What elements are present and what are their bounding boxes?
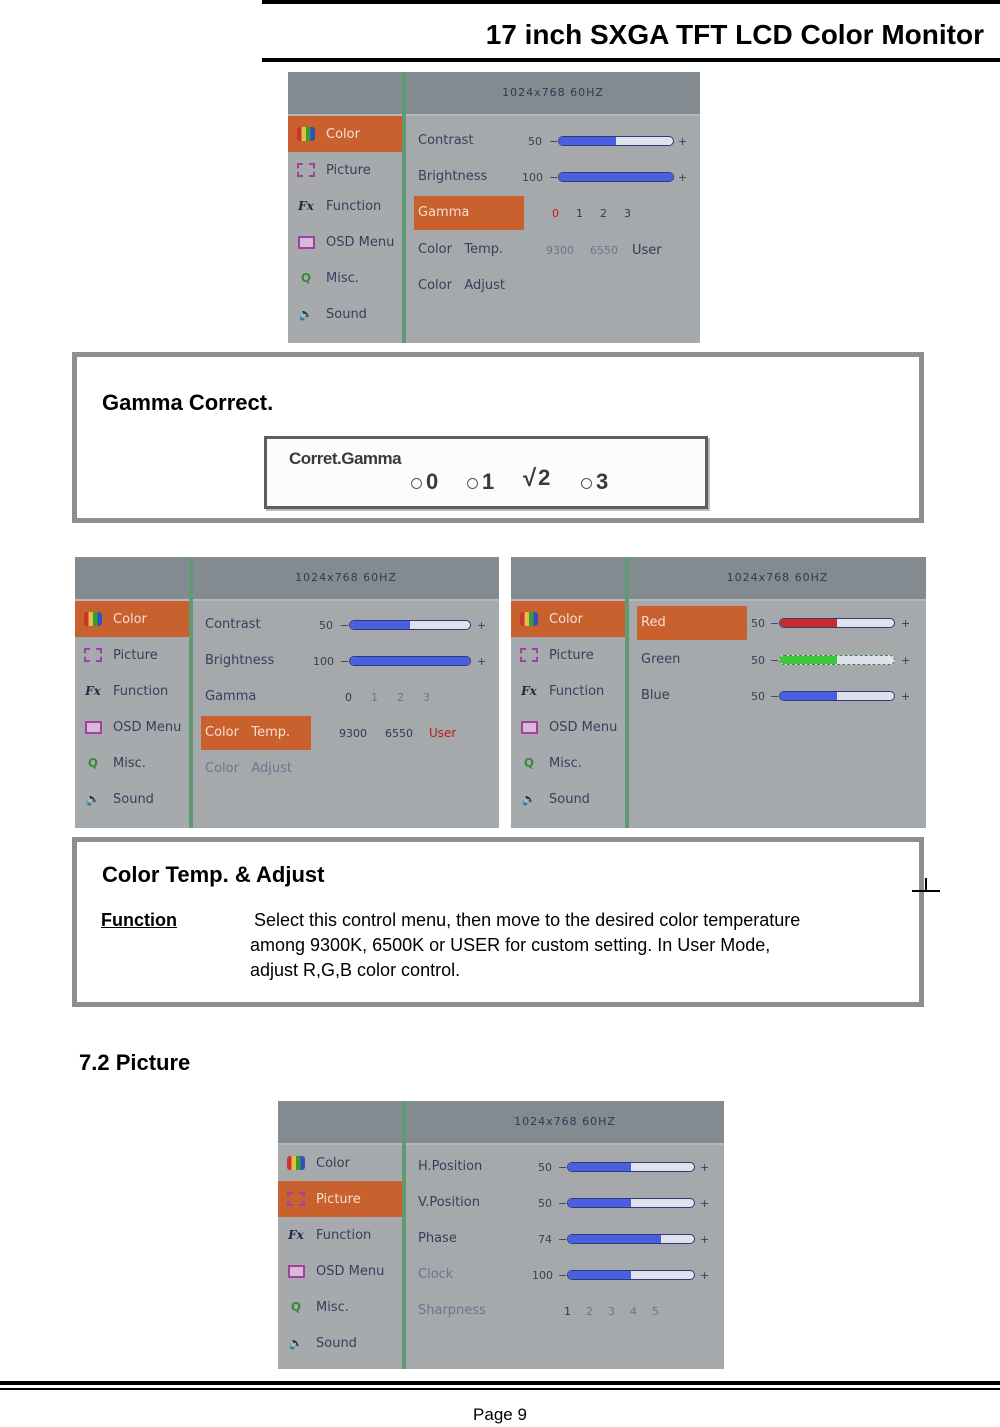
osd-screenshot-color-temp <box>75 557 499 828</box>
osd-row-green: Green 50 − + <box>629 643 926 677</box>
temp-option-9300: 9300 <box>339 726 367 740</box>
slider-vposition <box>567 1198 695 1208</box>
osd-menu-item <box>75 781 189 817</box>
row-label: Color Adjust <box>205 761 292 776</box>
osd-menu-label: Color <box>549 611 583 627</box>
misc-icon: Q <box>523 756 535 770</box>
function-description <box>250 908 900 983</box>
gamma-radio-3: 3 <box>581 469 608 495</box>
row-label: Color Adjust <box>418 278 505 293</box>
row-label: Color Temp. <box>201 716 311 750</box>
row-value: 100 <box>313 654 334 668</box>
osd-row-brightness: Brightness 100 − + <box>193 644 499 678</box>
color-icon <box>296 126 316 142</box>
row-label: Brightness <box>205 653 275 668</box>
osd-menu-label: Picture <box>113 647 158 663</box>
row-label: Phase <box>418 1231 457 1246</box>
radio-icon <box>581 478 592 489</box>
function-icon: Fx <box>288 1228 304 1242</box>
temp-option-user: User <box>632 242 662 258</box>
gamma-correct-title: Gamma Correct. <box>102 390 274 415</box>
osd-menu-item <box>278 1325 402 1361</box>
osd-row-hposition: H.Position 50 − + <box>406 1150 724 1184</box>
osd-menu-label: Function <box>113 683 169 699</box>
temp-option-user: User <box>429 726 457 740</box>
osd-menu-label: OSD Menu <box>113 719 182 735</box>
row-value: 50 <box>538 1160 552 1174</box>
osd-screenshot-color-gamma <box>288 72 700 343</box>
misc-icon: Q <box>290 1300 302 1314</box>
osd-menu-item <box>288 152 402 188</box>
osd-menu-label: Color <box>326 126 360 142</box>
row-value: 100 <box>522 170 543 184</box>
function-label: Function <box>101 910 177 930</box>
row-value: 50 <box>751 653 765 667</box>
function-icon: Fx <box>521 684 537 698</box>
row-value: 50 <box>751 616 765 630</box>
osd-row-color-adjust <box>406 269 700 303</box>
margin-mark <box>912 878 940 892</box>
gamma-radio-1: 1 <box>467 469 494 495</box>
osd-menu-item <box>511 745 625 781</box>
osd-menu-item <box>288 188 402 224</box>
page-header-title: 17 inch SXGA TFT LCD Color Monitor <box>485 19 984 50</box>
slider-red <box>779 618 895 628</box>
osd-menu-label: Sound <box>113 791 154 807</box>
osd-row-clock: Clock 100 − + <box>406 1258 724 1292</box>
osd-menu-item <box>288 260 402 296</box>
osd-submenu <box>406 72 700 343</box>
osd-row-gamma <box>193 680 499 714</box>
osd-menu-label: Misc. <box>549 755 582 771</box>
osd-menu-icon <box>83 719 103 735</box>
osd-menu-label: Misc. <box>326 270 359 286</box>
osd-screenshot-picture <box>278 1101 724 1369</box>
sharpness-option-4: 4 <box>630 1304 637 1318</box>
osd-menu-label: Color <box>316 1155 350 1171</box>
osd-menu-item <box>75 601 189 637</box>
osd-menu-label: Function <box>316 1227 372 1243</box>
slider-clock <box>567 1270 695 1280</box>
osd-menu-label: Misc. <box>113 755 146 771</box>
radio-icon <box>411 478 422 489</box>
row-label: Sharpness <box>418 1303 486 1318</box>
gamma-option-0: 0 <box>552 206 559 220</box>
color-icon <box>286 1155 306 1171</box>
corret-gamma-title: Corret.Gamma <box>289 449 402 468</box>
row-value: 50 <box>319 618 333 632</box>
osd-menu-icon <box>286 1263 306 1279</box>
osd-row-contrast: Contrast 50 − + <box>406 124 700 158</box>
temp-option-9300: 9300 <box>546 243 574 257</box>
gamma-option-3: 3 <box>423 690 430 704</box>
sound-icon: 🔈 <box>521 792 537 806</box>
slider-contrast <box>349 620 471 630</box>
row-label: Red <box>637 606 747 640</box>
osd-resolution: 1024x768 60HZ <box>193 557 499 601</box>
row-label: Brightness <box>418 169 488 184</box>
function-line-2: among 9300K, 6500K or USER for custom setting. In User Mode, <box>250 935 771 955</box>
osd-main-menu <box>278 1101 406 1369</box>
osd-row-color-adjust <box>193 752 499 786</box>
picture-icon <box>83 647 103 663</box>
osd-row-gamma <box>406 196 700 230</box>
footer-rule-thick <box>0 1381 1000 1385</box>
osd-main-menu <box>288 72 406 343</box>
osd-resolution: 1024x768 60HZ <box>406 1101 724 1145</box>
row-label: Color Temp. <box>418 242 504 257</box>
row-label: Gamma <box>414 196 524 230</box>
osd-menu-label: OSD Menu <box>316 1263 385 1279</box>
misc-icon: Q <box>87 756 99 770</box>
osd-row-vposition: V.Position 50 − + <box>406 1186 724 1220</box>
osd-screenshot-color-adjust <box>511 557 926 828</box>
radio-icon <box>467 478 478 489</box>
page-number: Page 9 <box>473 1405 527 1424</box>
osd-row-blue: Blue 50 − + <box>629 679 926 713</box>
osd-menu-item <box>511 601 625 637</box>
osd-menu-item <box>511 637 625 673</box>
function-icon: Fx <box>298 199 314 213</box>
row-label: Blue <box>641 688 670 703</box>
osd-menu-item <box>75 673 189 709</box>
check-icon: √ <box>523 465 537 493</box>
osd-menu-label: Misc. <box>316 1299 349 1315</box>
misc-icon: Q <box>300 271 312 285</box>
corret-gamma-widget <box>264 436 708 509</box>
osd-menu-item <box>278 1181 402 1217</box>
osd-main-menu <box>511 557 629 828</box>
row-label: V.Position <box>418 1195 480 1210</box>
slider-hposition <box>567 1162 695 1172</box>
picture-icon <box>286 1191 306 1207</box>
osd-submenu <box>629 557 926 828</box>
osd-menu-label: Function <box>326 198 382 214</box>
osd-submenu <box>406 1101 724 1369</box>
section-title: 7.2 Picture <box>79 1050 191 1075</box>
sound-icon: 🔈 <box>288 1336 304 1350</box>
osd-menu-label: Sound <box>326 306 367 322</box>
osd-row-phase: Phase 74 − + <box>406 1222 724 1256</box>
gamma-option-1: 1 <box>371 690 378 704</box>
header-rule-top <box>262 0 1000 4</box>
row-label: H.Position <box>418 1159 483 1174</box>
osd-menu-label: Picture <box>326 162 371 178</box>
slider-phase <box>567 1234 695 1244</box>
function-icon: Fx <box>85 684 101 698</box>
row-label: Clock <box>418 1267 454 1282</box>
row-label: Green <box>641 652 681 667</box>
header-rule-bottom <box>262 58 1000 62</box>
osd-menu-item <box>75 709 189 745</box>
osd-menu-item <box>288 116 402 152</box>
osd-menu-item <box>75 745 189 781</box>
slider-contrast <box>558 136 674 146</box>
row-value: 50 <box>751 689 765 703</box>
osd-menu-item <box>278 1253 402 1289</box>
osd-row-color-temp <box>406 233 700 267</box>
gamma-radio-0: 0 <box>411 469 438 495</box>
osd-menu-item <box>278 1217 402 1253</box>
sound-icon: 🔈 <box>85 792 101 806</box>
osd-menu-label: Function <box>549 683 605 699</box>
temp-option-6550: 6550 <box>385 726 413 740</box>
osd-menu-item <box>288 224 402 260</box>
row-value: 50 <box>538 1196 552 1210</box>
osd-menu-label: OSD Menu <box>549 719 618 735</box>
gamma-radio-2: √2 <box>523 465 551 493</box>
osd-row-red: Red 50 − + <box>629 606 926 640</box>
row-label: Contrast <box>205 617 261 632</box>
temp-option-6550: 6550 <box>590 243 618 257</box>
osd-row-contrast: Contrast 50 − + <box>193 608 499 642</box>
osd-row-brightness: Brightness 100 − + <box>406 160 700 194</box>
osd-menu-icon <box>296 234 316 250</box>
picture-icon <box>519 647 539 663</box>
color-icon <box>519 611 539 627</box>
osd-menu-item <box>75 637 189 673</box>
row-value: 100 <box>532 1268 553 1282</box>
osd-menu-item <box>278 1145 402 1181</box>
color-icon <box>83 611 103 627</box>
row-label: Gamma <box>205 689 257 704</box>
osd-resolution: 1024x768 60HZ <box>406 72 700 116</box>
osd-menu-item <box>278 1289 402 1325</box>
osd-menu-item <box>511 709 625 745</box>
sharpness-option-2: 2 <box>586 1304 593 1318</box>
function-line-3: adjust R,G,B color control. <box>250 960 461 980</box>
osd-menu-label: OSD Menu <box>326 234 395 250</box>
row-value: 74 <box>538 1232 552 1246</box>
osd-submenu <box>193 557 499 828</box>
slider-brightness <box>558 172 674 182</box>
sharpness-option-5: 5 <box>652 1304 659 1318</box>
sharpness-option-1: 1 <box>564 1304 571 1318</box>
gamma-option-2: 2 <box>600 206 607 220</box>
osd-main-menu <box>75 557 193 828</box>
gamma-option-2: 2 <box>397 690 404 704</box>
osd-row-color-temp <box>193 716 499 750</box>
footer-rule-thin <box>0 1388 1000 1390</box>
osd-menu-label: Color <box>113 611 147 627</box>
sharpness-option-3: 3 <box>608 1304 615 1318</box>
osd-menu-item <box>511 781 625 817</box>
osd-menu-item <box>288 296 402 332</box>
slider-green <box>779 655 895 665</box>
gamma-option-3: 3 <box>624 206 631 220</box>
sound-icon: 🔈 <box>298 307 314 321</box>
row-label: Contrast <box>418 133 474 148</box>
gamma-option-1: 1 <box>576 206 583 220</box>
osd-row-sharpness <box>406 1294 724 1328</box>
row-value: 50 <box>528 134 542 148</box>
osd-menu-icon <box>519 719 539 735</box>
color-temp-title: Color Temp. & Adjust <box>102 862 325 887</box>
picture-icon <box>296 162 316 178</box>
osd-menu-label: Picture <box>549 647 594 663</box>
osd-menu-item <box>511 673 625 709</box>
osd-resolution: 1024x768 60HZ <box>629 557 926 601</box>
function-line-1: Select this control menu, then move to the desired color temperature <box>254 910 801 930</box>
osd-menu-label: Sound <box>549 791 590 807</box>
slider-blue <box>779 691 895 701</box>
osd-menu-label: Picture <box>316 1191 361 1207</box>
gamma-option-0: 0 <box>345 690 352 704</box>
slider-brightness <box>349 656 471 666</box>
osd-menu-label: Sound <box>316 1335 357 1351</box>
